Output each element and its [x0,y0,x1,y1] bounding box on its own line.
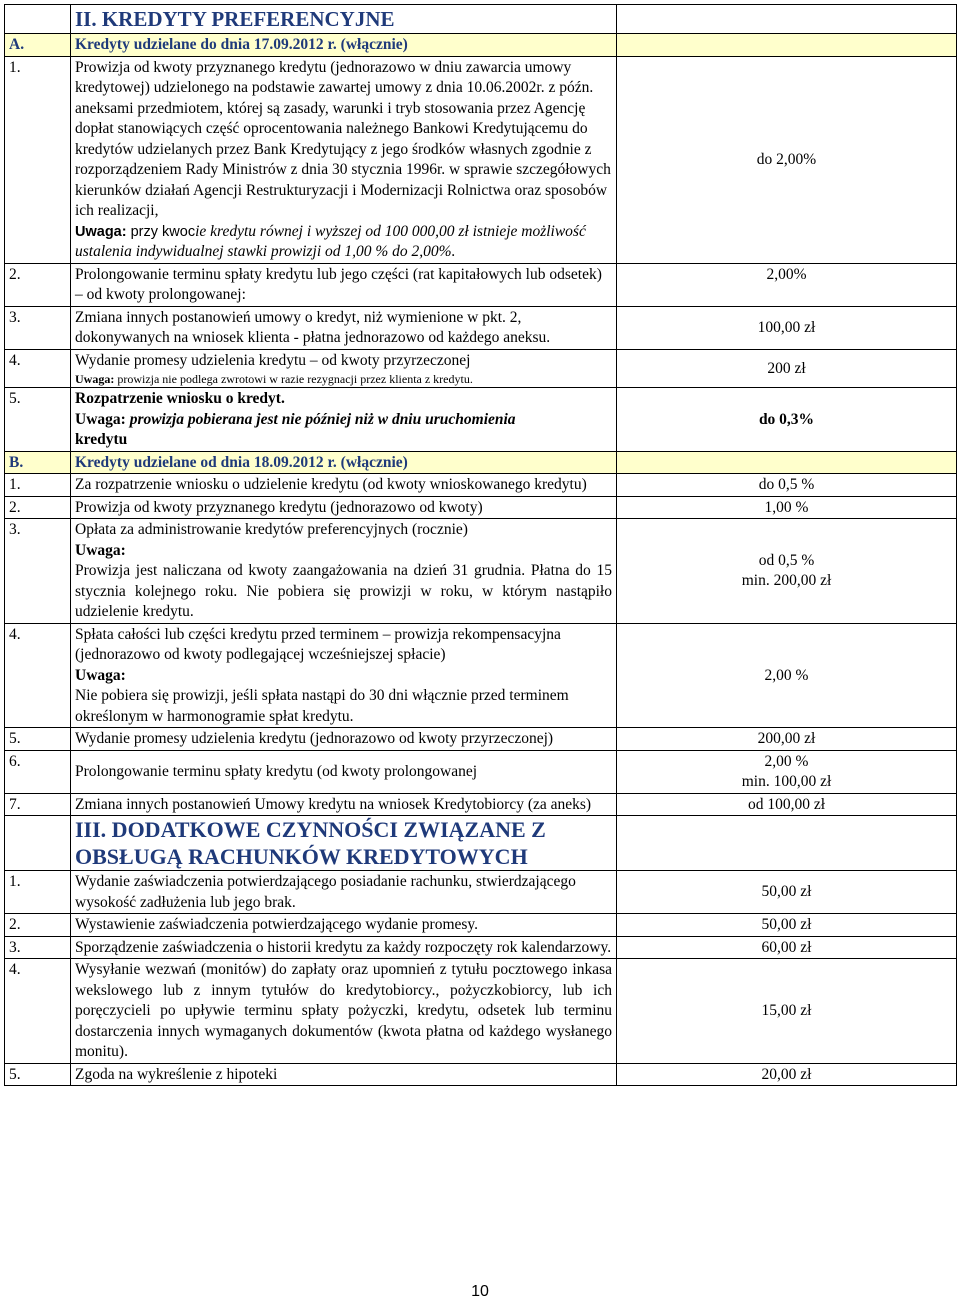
fee-value: 60,00 zł [617,936,957,959]
description-text: Prowizja od kwoty przyznanego kredytu (jednorazowo w dniu zawarcia umowy kredytowej) udzielonego na podstawie zawartej umowy z dnia 10.06.2002r. z późn. aneksami przedmiotem, której są zasady, warunki i tryb stosowania przez Agencję dopłat stanowiących część oprocentowania należnego Bankowi Kredytującemu do kredytów udzielanych przez Bank Kredytujący z jego środków własnych zgodnie z rozporządzeniem Rady Ministrów z dnia 30 stycznia 1996r. w sprawie szczegółowych kierunków działań Agencji Restrukturyzacji i Modernizacji Rolnictwa oraz sposobów ich realizacji, [75,58,611,219]
group-title-text: Kredyty udzielane od dnia 18.09.2012 r. (włącznie) [75,453,408,471]
fee-value: 100,00 zł [617,306,957,349]
description-text: Opłata za administrowanie kredytów preferencyjnych (rocznie) [75,521,468,538]
value-cell [617,451,957,474]
section-title [71,5,617,34]
group-letter-text: B. [9,453,24,471]
fee-value-min: min. 200,00 zł [741,572,832,590]
table-row [5,959,957,1064]
group-header-row [5,451,957,474]
group-header-row [5,34,957,57]
section-title-text: II. KREDYTY PREFERENCYJNE [75,7,395,31]
row-number: 3. [5,519,71,624]
row-number: 2. [5,914,71,937]
table-row [5,750,957,793]
table-row [5,1063,957,1086]
fee-value: do 0,5 % [617,474,957,497]
fee-value: 2,00 % [617,623,957,728]
group-title [71,451,617,474]
table-row [5,306,957,349]
table-row [5,263,957,306]
fee-value: do 0,3% [617,388,957,452]
row-number: 6. [5,750,71,793]
group-letter-text: A. [9,36,25,53]
fee-value: do 2,00% [617,56,957,263]
row-number: 1. [5,871,71,914]
row-description: Zmiana innych postanowień Umowy kredytu na wniosek Kredytobiorcy (za aneks) [71,793,617,816]
note-text: Prowizja jest naliczana od kwoty zaangażowania na dzień 31 grudnia. Płatna do 15 stycznia kolejnego roku. Nie pobiera się prowizji w roku, w którym nastąpiło udzielenie kredytu. [75,562,612,620]
row-description [71,56,617,263]
fees-table [4,4,957,1086]
note-label: Uwaga: [75,666,126,684]
row-number: 2. [5,496,71,519]
row-description [71,623,617,728]
table-row [5,914,957,937]
row-number: 4. [5,959,71,1064]
description-text: Spłata całości lub części kredytu przed terminem – prowizja rekompensacyjna (jednorazowo od kwoty podlegającej wcześniejszej spłacie) [75,625,561,663]
row-number: 5. [5,728,71,751]
table-row [5,623,957,728]
group-title-text: Kredyty udzielane do dnia 17.09.2012 r. (włącznie) [75,36,408,53]
row-number: 1. [5,56,71,263]
table-row [5,349,957,388]
row-number: 1. [5,474,71,497]
row-description [71,388,617,452]
table-row [5,496,957,519]
fee-value: 20,00 zł [617,1063,957,1086]
table-row [5,728,957,751]
section-title-row [5,5,957,34]
value-cell [617,816,957,871]
row-description: Prolongowanie terminu spłaty kredytu lub jego części (rat kapitałowych lub odsetek) – od kwoty prolongowanej: [71,263,617,306]
fee-value [617,519,957,624]
note-text-italic: ie kredytu równej i wyższej od 100 000,00 zł istnieje możliwość ustalenia indywidualnej stawki prowizji od 1,00 % do 2,00%. [75,222,586,260]
group-title [71,34,617,57]
fee-value: od 100,00 zł [617,793,957,816]
row-description: Wydanie promesy udzielenia kredytu (jednorazowo od kwoty przyrzeczonej) [71,728,617,751]
fee-value: 200,00 zł [617,728,957,751]
row-description: Za rozpatrzenie wniosku o udzielenie kredytu (od kwoty wnioskowanego kredytu) [71,474,617,497]
note-text-end: kredytu [75,431,128,448]
row-number: 3. [5,936,71,959]
row-number: 5. [5,1063,71,1086]
note-label: Uwaga: [75,410,126,428]
row-number: 4. [5,349,71,388]
group-letter [5,451,71,474]
row-number: 4. [5,623,71,728]
row-number: 2. [5,263,71,306]
row-description [71,349,617,388]
value-cell [617,34,957,57]
fee-value-rate: od 0,5 % [758,551,815,569]
table-row [5,793,957,816]
row-number: 5. [5,388,71,452]
table-row [5,519,957,624]
fee-value: 200 zł [617,349,957,388]
row-description: Wydanie zaświadczenia potwierdzającego posiadanie rachunku, stwierdzającego wysokość zadłużenia lub jego brak. [71,871,617,914]
note-text: prowizja pobierana jest nie później niż w dniu uruchomienia [125,410,516,428]
row-description: Zmiana innych postanowień umowy o kredyt, niż wymienione w pkt. 2, dokonywanych na wniosek klienta - płatna jednorazowo od każdego aneksu. [71,306,617,349]
row-description: Wysyłanie wezwań (monitów) do zapłaty oraz upomnień z tytułu pocztowego inkasa wekslowego lub z innym tytułów do kredytobiorcy., pożyczkobiorcy, lub ich poręczycieli po upływie terminu spłaty pożyczki, kredytu, odsetek lub terminu dostarczenia innych wymaganych dokumentów (kwota płatna od każdego wysłanego monitu). [71,959,617,1064]
note-text: przy kwoc [126,223,196,240]
note-label: Uwaga: [75,223,127,240]
fee-value: 2,00% [617,263,957,306]
row-description: Wystawienie zaświadczenia potwierdzającego wydanie promesy. [71,914,617,937]
note-text: Nie pobiera się prowizji, jeśli spłata nastąpi do 30 dni włącznie przed terminem określonym w harmonogramie spłat kredytu. [75,687,569,725]
num-cell [5,5,71,34]
row-number: 3. [5,306,71,349]
fee-value-rate: 2,00 % [764,752,809,770]
table-row [5,388,957,452]
row-description: Sporządzenie zaświadczenia o historii kredytu za każdy rozpoczęty rok kalendarzowy. [71,936,617,959]
table-row [5,871,957,914]
row-number: 7. [5,793,71,816]
fee-value: 1,00 % [617,496,957,519]
fee-value-min: min. 100,00 zł [741,773,832,790]
group-letter [5,34,71,57]
page-number: 10 [471,1283,489,1300]
row-description: Prolongowanie terminu spłaty kredytu (od kwoty prolongowanej [71,750,617,793]
fee-value [617,750,957,793]
table-row [5,474,957,497]
table-row [5,56,957,263]
section-title-text: III. DODATKOWE CZYNNOŚCI ZWIĄZANE Z OBSŁUGĄ RACHUNKÓW KREDYTOWYCH [75,817,546,869]
value-cell [617,5,957,34]
note-text: prowizja nie podlega zwrotowi w razie rezygnacji przez klienta z kredytu. [114,372,473,386]
section-title [71,816,617,871]
description-text: Wydanie promesy udzielenia kredytu – od kwoty przyrzeczonej [75,351,471,369]
table-row [5,936,957,959]
row-description: Zgoda na wykreślenie z hipoteki [71,1063,617,1086]
note-label: Uwaga: [75,541,126,559]
note-label: Uwaga: [75,372,115,386]
fee-value: 50,00 zł [617,914,957,937]
fee-value: 50,00 zł [617,871,957,914]
section-title-row [5,816,957,871]
description-text: Rozpatrzenie wniosku o kredyt. [75,390,285,407]
fee-value: 15,00 zł [617,959,957,1064]
row-description: Prowizja od kwoty przyznanego kredytu (jednorazowo od kwoty) [71,496,617,519]
row-description [71,519,617,624]
num-cell [5,816,71,871]
